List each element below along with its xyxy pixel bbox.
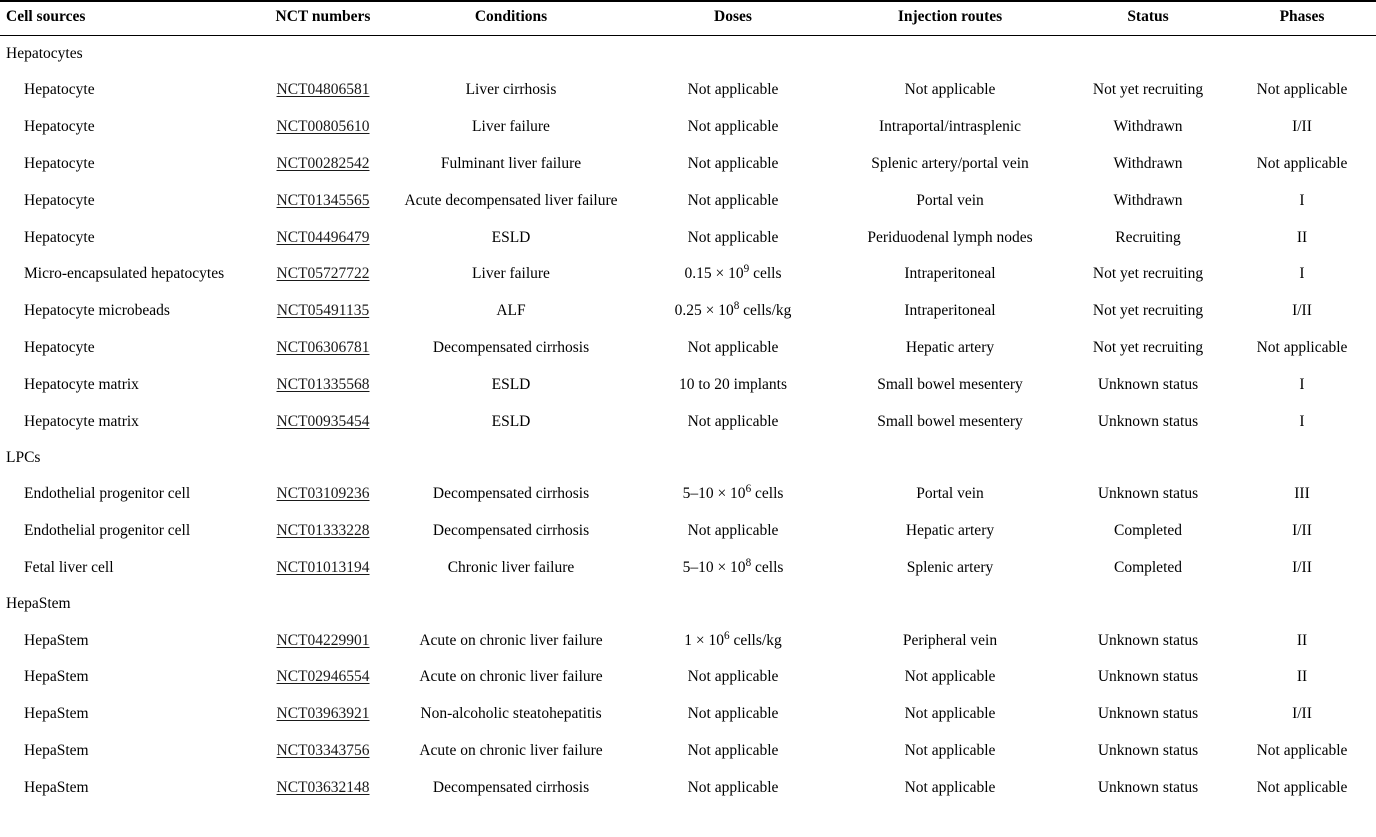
cell-injection-route: Not applicable: [904, 741, 996, 759]
cell-injection-route: Periduodenal lymph nodes: [867, 228, 1033, 246]
cell-injection-route: Intraperitoneal: [904, 302, 996, 320]
cell-dose: Not applicable: [687, 741, 779, 759]
cell-source: Hepatocyte microbeads: [24, 302, 170, 320]
cell-dose: Not applicable: [687, 191, 779, 209]
cell-condition: Decompensated cirrhosis: [432, 522, 590, 540]
cell-nct-number: [258, 732, 388, 769]
table-row: [0, 513, 1376, 550]
cell-condition: Acute on chronic liver failure: [419, 668, 603, 686]
cell-injection-route: Portal vein: [916, 485, 984, 503]
cell-nct-number: [258, 109, 388, 146]
cell-status: Withdrawn: [1113, 154, 1183, 172]
cell-source: HepaStem: [24, 741, 89, 759]
cell-phase: II: [1296, 631, 1308, 649]
table-row: [0, 696, 1376, 733]
cell-phase: I/II: [1292, 558, 1312, 576]
cell-nct-number: [258, 769, 388, 806]
cell-source: Hepatocyte: [24, 339, 95, 356]
cell-source: HepaStem: [24, 705, 89, 723]
cell-status: Unknown status: [1097, 741, 1199, 759]
cell-dose: [634, 476, 832, 513]
cell-status: Withdrawn: [1113, 118, 1183, 136]
nct-link[interactable]: NCT03963921: [276, 705, 370, 723]
cell-condition: ESLD: [491, 375, 531, 393]
table-row: [0, 549, 1376, 586]
cell-source: Hepatocyte matrix: [24, 412, 139, 430]
dose-base: 0.25 × 10: [674, 302, 734, 320]
nct-link[interactable]: NCT03109236: [276, 485, 370, 503]
cell-nct-number: [258, 219, 388, 256]
column-header-cell-sources: Cell sources: [0, 1, 258, 36]
cell-dose: [634, 622, 832, 659]
cell-phase: I/II: [1292, 522, 1312, 540]
cell-injection-route: Not applicable: [904, 81, 996, 99]
table-row: [0, 622, 1376, 659]
cell-status: Completed: [1113, 558, 1183, 576]
cell-nct-number: [258, 72, 388, 109]
nct-link[interactable]: NCT02946554: [276, 668, 370, 686]
cell-dose: Not applicable: [687, 81, 779, 99]
cell-condition: ALF: [496, 302, 526, 320]
cell-status: Unknown status: [1097, 412, 1199, 430]
cell-status: Unknown status: [1097, 375, 1199, 393]
cell-phase: I/II: [1292, 118, 1312, 136]
cell-nct-number: [258, 513, 388, 550]
cell-condition: Acute on chronic liver failure: [419, 741, 603, 759]
cell-source: Hepatocyte: [24, 228, 95, 246]
table-group-row: [0, 440, 1376, 476]
column-header-conditions: Conditions: [388, 1, 634, 36]
table-group-row: [0, 586, 1376, 622]
cell-dose: [634, 293, 832, 330]
cell-source: Hepatocyte: [24, 118, 95, 136]
cell-dose: Not applicable: [687, 668, 779, 686]
cell-condition: Decompensated cirrhosis: [432, 485, 590, 503]
cell-source: Endothelial progenitor cell: [24, 485, 191, 503]
column-header-injection-routes: Injection routes: [832, 1, 1068, 36]
dose-unit: cells: [749, 265, 782, 283]
column-header-phases: Phases: [1228, 1, 1376, 36]
cell-dose: Not applicable: [687, 522, 779, 540]
table-row: [0, 659, 1376, 696]
nct-link[interactable]: NCT04806581: [276, 81, 370, 99]
cell-dose: Not applicable: [687, 154, 779, 172]
cell-nct-number: [258, 403, 388, 440]
table-row: [0, 366, 1376, 403]
cell-injection-route: Intraperitoneal: [904, 265, 996, 283]
nct-link[interactable]: NCT00282542: [276, 154, 370, 172]
cell-phase: I/II: [1292, 705, 1312, 723]
cell-status: Unknown status: [1097, 631, 1199, 649]
nct-link[interactable]: NCT05491135: [276, 302, 370, 320]
cell-nct-number: [258, 659, 388, 696]
cell-status: Not yet recruiting: [1092, 81, 1204, 99]
cell-condition: Decompensated cirrhosis: [432, 339, 590, 356]
cell-condition: Acute decompensated liver failure: [404, 191, 618, 209]
nct-link[interactable]: NCT01013194: [276, 558, 370, 576]
cell-phase: II: [1296, 668, 1308, 686]
table-header: [0, 1, 1376, 36]
cell-nct-number: [258, 366, 388, 403]
cell-nct-number: [258, 622, 388, 659]
table-row: [0, 256, 1376, 293]
cell-nct-number: [258, 293, 388, 330]
cell-phase: I/II: [1292, 302, 1312, 320]
cell-injection-route: Splenic artery/portal vein: [871, 154, 1029, 172]
cell-source: HepaStem: [24, 668, 89, 686]
nct-link[interactable]: NCT01335568: [276, 375, 370, 393]
table-header-row: [0, 1, 1376, 36]
cell-phase: I: [1299, 375, 1305, 393]
cell-injection-route: Not applicable: [904, 705, 996, 723]
dose-exponent: 6: [724, 629, 730, 642]
column-header-nct-numbers: NCT numbers: [258, 1, 388, 36]
nct-link[interactable]: NCT00935454: [276, 412, 370, 430]
cell-dose: Not applicable: [687, 118, 779, 136]
cell-injection-route: Splenic artery: [906, 558, 994, 576]
cell-phase: Not applicable: [1256, 741, 1348, 759]
dose-exponent: 9: [743, 263, 750, 276]
cell-nct-number: [258, 696, 388, 733]
cell-condition: Liver cirrhosis: [465, 81, 557, 99]
nct-link[interactable]: NCT04496479: [276, 228, 370, 246]
cell-dose: 10 to 20 implants: [678, 375, 788, 393]
column-header-status: Status: [1068, 1, 1228, 36]
cell-phase: Not applicable: [1256, 154, 1348, 172]
cell-phase: III: [1294, 485, 1310, 503]
dose-unit: cells/kg: [739, 302, 792, 320]
cell-injection-route: Small bowel mesentery: [877, 412, 1023, 430]
cell-status: Recruiting: [1115, 228, 1181, 246]
cell-injection-route: Intraportal/intrasplenic: [878, 118, 1022, 136]
dose-exponent: 8: [733, 300, 740, 313]
cell-condition: Non-alcoholic steatohepatitis: [420, 705, 602, 723]
dose-unit: cells/kg: [729, 631, 782, 649]
table-row: [0, 145, 1376, 182]
cell-source: Hepatocyte: [24, 154, 95, 172]
cell-source: Fetal liver cell: [24, 558, 114, 576]
cell-status: Not yet recruiting: [1092, 339, 1204, 356]
nct-link[interactable]: NCT05727722: [276, 265, 370, 283]
cell-condition: Liver failure: [472, 265, 550, 283]
table-row: [0, 72, 1376, 109]
cell-injection-route: Hepatic artery: [905, 339, 995, 356]
nct-link[interactable]: NCT03343756: [276, 741, 370, 759]
cell-phase: I: [1299, 191, 1305, 209]
nct-link[interactable]: NCT00805610: [276, 118, 370, 136]
nct-link[interactable]: NCT01345565: [276, 191, 370, 209]
table-row: [0, 219, 1376, 256]
cell-source: Micro-encapsulated hepatocytes: [24, 265, 225, 283]
cell-condition: Fulminant liver failure: [440, 154, 582, 172]
cell-condition: Acute on chronic liver failure: [419, 631, 603, 649]
table-row: [0, 476, 1376, 513]
cell-nct-number: [258, 145, 388, 182]
cell-status: Unknown status: [1097, 668, 1199, 686]
cell-dose: Not applicable: [687, 228, 779, 246]
table-body: [0, 36, 1376, 807]
group-label: Hepatocytes: [6, 45, 83, 62]
table-row: [0, 769, 1376, 806]
cell-nct-number: [258, 182, 388, 219]
cell-dose: Not applicable: [687, 705, 779, 723]
cell-status: Not yet recruiting: [1092, 302, 1204, 320]
column-header-doses: Doses: [634, 1, 832, 36]
cell-phase: I: [1299, 412, 1305, 430]
cell-nct-number: [258, 330, 388, 367]
table-row: [0, 732, 1376, 769]
cell-condition: Decompensated cirrhosis: [432, 778, 590, 796]
cell-phase: Not applicable: [1256, 339, 1348, 356]
dose-base: 1 × 10: [684, 631, 725, 649]
dose-base: 5–10 × 10: [682, 558, 746, 576]
cell-phase: Not applicable: [1256, 81, 1348, 99]
cell-injection-route: Small bowel mesentery: [877, 375, 1023, 393]
group-label: LPCs: [6, 448, 41, 466]
cell-condition: Liver failure: [472, 118, 550, 136]
cell-injection-route: Portal vein: [916, 191, 984, 209]
cell-status: Not yet recruiting: [1092, 265, 1204, 283]
dose-unit: cells: [751, 485, 784, 503]
cell-status: Withdrawn: [1113, 191, 1183, 209]
dose-unit: cells: [751, 558, 784, 576]
dose-base: 0.15 × 10: [684, 265, 744, 283]
cell-injection-route: Peripheral vein: [902, 631, 998, 649]
table-row: [0, 109, 1376, 146]
nct-link[interactable]: NCT06306781: [276, 339, 370, 356]
cell-phase: I: [1299, 265, 1305, 283]
dose-base: 5–10 × 10: [682, 485, 746, 503]
cell-phase: Not applicable: [1256, 778, 1348, 796]
table-row: [0, 330, 1376, 367]
table-row: [0, 182, 1376, 219]
cell-condition: ESLD: [491, 228, 531, 246]
cell-injection-route: Not applicable: [904, 668, 996, 686]
dose-exponent: 6: [745, 483, 752, 496]
cell-source: Hepatocyte: [24, 81, 95, 99]
cell-dose: Not applicable: [687, 412, 779, 430]
cell-phase: II: [1296, 228, 1308, 246]
cell-status: Completed: [1113, 522, 1183, 540]
table-group-row: [0, 36, 1376, 72]
cell-dose: Not applicable: [687, 778, 779, 796]
cell-source: Hepatocyte: [24, 191, 95, 209]
table-row: [0, 403, 1376, 440]
dose-exponent: 8: [745, 556, 752, 569]
cell-dose: [634, 549, 832, 586]
cell-status: Unknown status: [1097, 485, 1199, 503]
cell-injection-route: Hepatic artery: [905, 522, 995, 540]
cell-injection-route: Not applicable: [904, 778, 996, 796]
cell-source: Hepatocyte matrix: [24, 375, 139, 393]
nct-link[interactable]: NCT01333228: [276, 522, 370, 540]
cell-source: HepaStem: [24, 631, 89, 649]
cell-source: HepaStem: [24, 778, 89, 796]
table-row: [0, 293, 1376, 330]
cell-status: Unknown status: [1097, 778, 1199, 796]
cell-dose: [634, 256, 832, 293]
nct-link[interactable]: NCT04229901: [276, 631, 370, 649]
cell-nct-number: [258, 256, 388, 293]
cell-dose: Not applicable: [687, 339, 779, 356]
nct-link[interactable]: NCT03632148: [276, 778, 370, 796]
group-label: HepaStem: [6, 595, 71, 613]
cell-source: Endothelial progenitor cell: [24, 522, 191, 540]
cell-nct-number: [258, 549, 388, 586]
cell-status: Unknown status: [1097, 705, 1199, 723]
cell-nct-number: [258, 476, 388, 513]
cell-condition: Chronic liver failure: [447, 558, 575, 576]
cell-condition: ESLD: [491, 412, 531, 430]
